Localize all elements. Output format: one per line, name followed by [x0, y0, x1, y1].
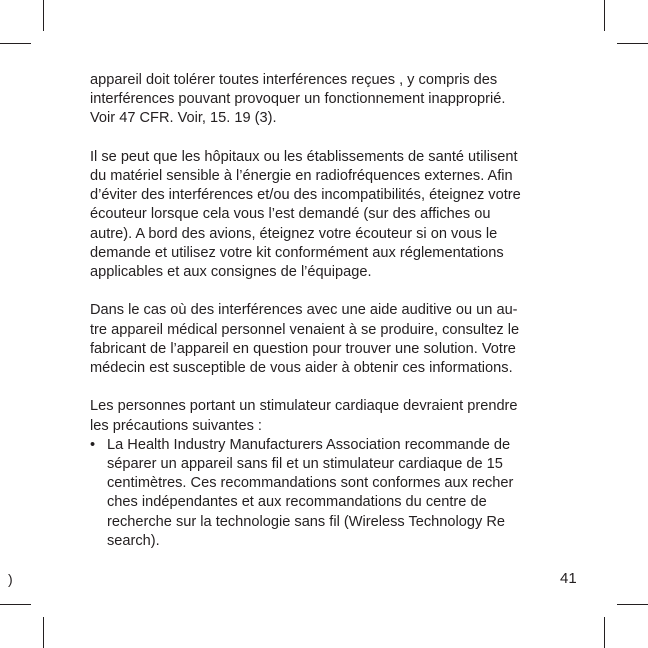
text-line: les précautions suivantes : — [90, 417, 262, 434]
paragraph-hearing-aids — [90, 301, 560, 378]
text-line: ches indépendantes et aux recommandations du centre de — [107, 494, 487, 511]
crop-mark-top-right-vertical — [604, 0, 605, 31]
text-line: centimètres. Ces recommandations sont conformes aux recher — [107, 475, 514, 492]
text-line: médecin est susceptible de vous aider à obtenir ces informations. — [90, 360, 513, 377]
spine-mark: ) — [8, 571, 13, 587]
text-line: d’éviter des interférences et/ou des incompatibilités, éteignez votre — [90, 187, 521, 204]
text-line: séparer un appareil sans fil et un stimulateur cardiaque de 15 — [107, 456, 503, 473]
page-body — [90, 71, 560, 551]
text-line: demande et utilisez votre kit conformément aux réglementations — [90, 244, 504, 261]
crop-mark-bottom-left-vertical — [43, 617, 44, 648]
crop-mark-bottom-left-horizontal — [0, 604, 31, 605]
crop-mark-bottom-right-horizontal — [617, 604, 648, 605]
paragraph-hospitals-aircraft — [90, 148, 560, 282]
text-line: Il se peut que les hôpitaux ou les établissements de santé utilisent — [90, 148, 518, 165]
bullet-item-hima-recommendation — [90, 436, 560, 551]
text-line: Les personnes portant un stimulateur cardiaque devraient prendre — [90, 398, 518, 415]
text-line: tre appareil médical personnel venaient à se produire, consultez le — [90, 321, 520, 338]
crop-mark-top-right-horizontal — [617, 43, 648, 44]
crop-mark-top-left-vertical — [43, 0, 44, 31]
text-line: applicables et aux consignes de l’équipage. — [90, 264, 372, 281]
paragraph-pacemaker-intro — [90, 397, 560, 435]
text-line: du matériel sensible à l’énergie en radiofréquences externes. Afin — [90, 168, 513, 184]
text-line: interférences pouvant provoquer un fonctionnement inapproprié. — [90, 91, 506, 108]
page-number: 41 — [560, 570, 577, 587]
paragraph-interference-tolerance — [90, 71, 560, 129]
text-line: écouteur lorsque cela vous l’est demandé (sur des affiches ou — [90, 206, 491, 223]
text-line: appareil doit tolérer toutes interférences reçues , y compris des — [90, 72, 498, 88]
text-line: fabricant de l’appareil en question pour trouver une solution. Votre — [90, 340, 516, 357]
crop-mark-top-left-horizontal — [0, 43, 31, 44]
crop-mark-bottom-right-vertical — [604, 617, 605, 648]
text-line: recherche sur la technologie sans fil (Wireless Technology Re — [107, 513, 506, 530]
bullet-glyph: • — [90, 436, 96, 453]
text-line: search). — [107, 532, 160, 549]
text-line: autre). A bord des avions, éteignez votre écouteur si on vous le — [90, 225, 498, 242]
text-line: La Health Industry Manufacturers Association recommande de — [107, 436, 511, 453]
text-line: Voir 47 CFR. Voir, 15. 19 (3). — [90, 110, 277, 127]
text-line: Dans le cas où des interférences avec une aide auditive ou un au- — [90, 302, 518, 319]
